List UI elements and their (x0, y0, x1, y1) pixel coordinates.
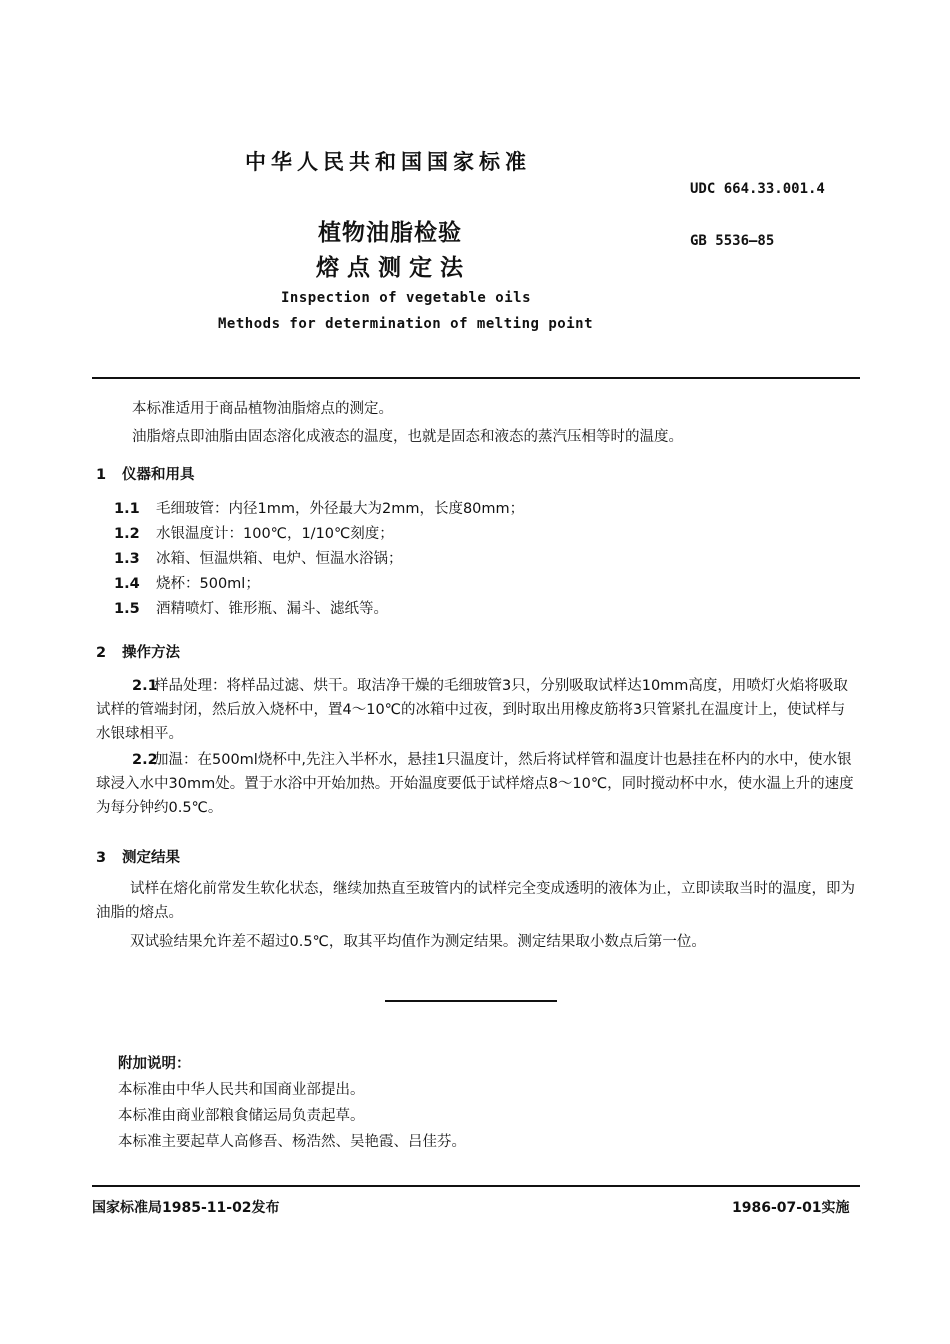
intro-line-1: 本标准适用于商品植物油脂熔点的测定。 (132, 401, 393, 417)
udc-code: UDC 664.33.001.4 (690, 181, 825, 197)
section-2-paragraph-1: 2.1样品处理：将样品过滤、烘干。取洁净干燥的毛细玻管3只，分别吸取试样达10mm高度，用喷灯火焰将吸取试样的管端封闭，然后放入烧杯中，置4～10℃的冰箱中过夜，到时取出用橡皮筋将3只管紧扎在温度计上，使试样与水银球相平。 (96, 678, 848, 742)
list-item: 1.5 酒精喷灯、锥形瓶、漏斗、滤纸等。 (114, 601, 388, 617)
list-item: 1.2 水银温度计：100℃，1/10℃刻度； (114, 526, 394, 542)
effective-date: 1986-07-01实施 (732, 1200, 850, 1216)
note-line: 本标准由商业部粮食储运局负责起草。 (118, 1108, 365, 1124)
section-2-heading (96, 641, 180, 662)
intro-line-2: 油脂熔点即油脂由固态溶化成液态的温度，也就是固态和液态的蒸汽压相等时的温度。 (132, 429, 683, 445)
section-3-paragraph-1: 试样在熔化前常发生软化状态，继续加热直至玻管内的试样完全变成透明的液体为止，立即读取当时的温度，即为油脂的熔点。 (96, 881, 855, 921)
section-2-paragraph-2: 2.2加温：在500ml烧杯中,先注入半杯水，悬挂1只温度计，然后将试样管和温度计也悬挂在杯内的水中，使水银球浸入水中30mm处。置于水浴中开始加热。开始温度要低于试样熔点8～10℃，同时搅动杯中水，使水温上升的速度为每分钟约0.5℃。 (96, 752, 854, 816)
english-title-2: Methods for determination of melting point (218, 316, 594, 332)
list-item: 1.4 烧杯：500ml； (114, 576, 260, 592)
footer-rule (92, 1185, 860, 1187)
section-title: 仪器和用具 (122, 467, 195, 483)
title-line-1: 植物油脂检验 (318, 220, 462, 246)
section-title: 操作方法 (122, 645, 180, 661)
section-number: 3 (96, 850, 107, 866)
note-line: 本标准由中华人民共和国商业部提出。 (118, 1082, 365, 1098)
section-number: 1 (96, 467, 107, 483)
section-title: 测定结果 (122, 850, 180, 866)
national-standard-heading: 中华人民共和国国家标准 (245, 150, 531, 174)
english-title-1: Inspection of vegetable oils (281, 290, 532, 306)
section-divider (385, 1000, 557, 1002)
issue-date: 国家标准局1985-11-02发布 (92, 1200, 280, 1216)
list-item: 1.1 毛细玻管：内径1mm，外径最大为2mm，长度80mm； (114, 501, 525, 517)
section-3-heading (96, 846, 180, 867)
notes-heading: 附加说明： (118, 1056, 191, 1072)
section-3-paragraph-2: 双试验结果允许差不超过0.5℃，取其平均值作为测定结果。测定结果取小数点后第一位。 (130, 934, 706, 950)
top-rule (92, 377, 860, 379)
gb-code: GB 5536—85 (690, 233, 775, 249)
title-line-2: 熔点测定法 (316, 255, 471, 281)
section-number: 2 (96, 645, 107, 661)
note-line: 本标准主要起草人高修吾、杨浩然、吴艳霞、吕佳芬。 (118, 1134, 466, 1150)
list-item: 1.3 冰箱、恒温烘箱、电炉、恒温水浴锅； (114, 551, 403, 567)
section-1-heading (96, 463, 195, 484)
